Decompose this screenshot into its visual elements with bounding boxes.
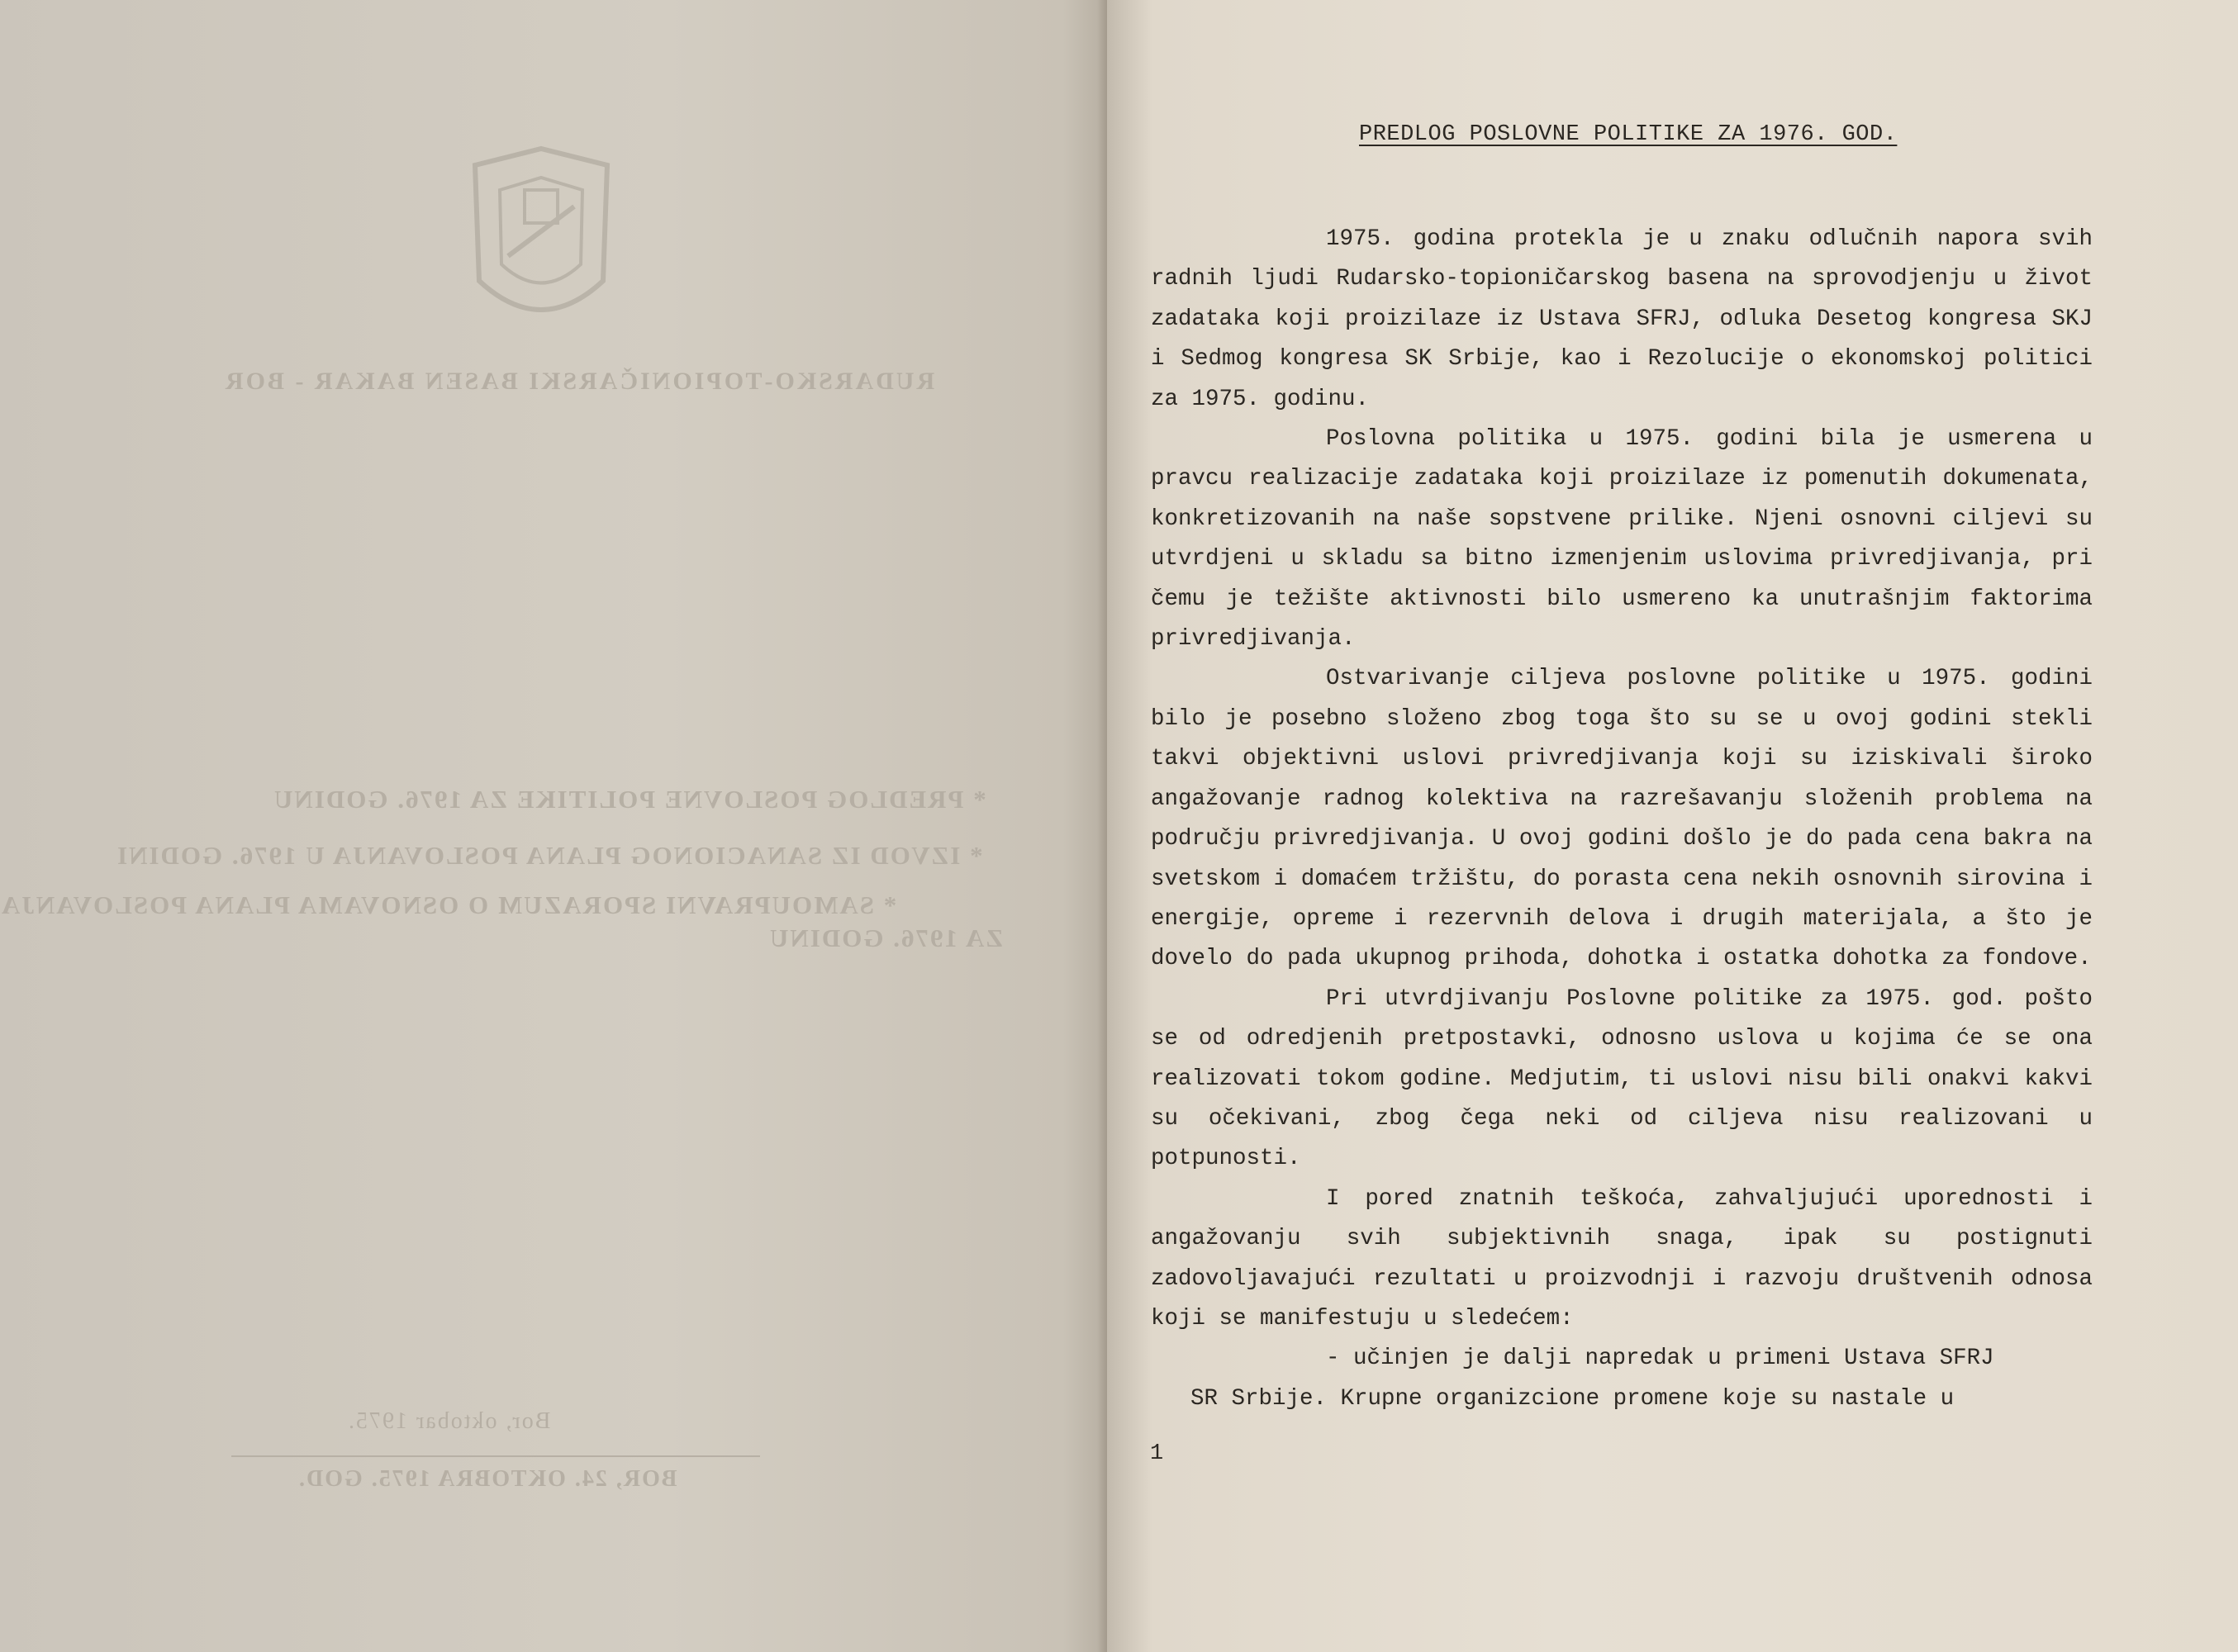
paragraph: Poslovna politika u 1975. godini bila je usmerena u pravcu realizacije zadataka koji proizilaze iz pomenutih dokumenata, konkretizovanih na naše sopstvene prilike. Njeni osnovni ciljevi su utvrdjeni u skladu sa bitno izmenjenim uslovima privredjivanja, pri čemu je težište aktivnosti bilo usmereno ka unutrašnjim faktorima privredjivanja.: [1151, 426, 2093, 653]
organization-name-bleed: RUDARSKO-TOPIONIČARSKI BASEN BAKAR - BOR: [223, 368, 935, 395]
agenda-item-bleed: * PREDLOG POSLOVNE POLITIKE ZA 1976. GODINU: [273, 785, 986, 814]
agenda-item-bleed: * SAMOUPRAVNI SPORAZUM O OSNOVAMA PLANA POSLOVANJA: [0, 890, 897, 919]
document-title: PREDLOG POSLOVNE POLITIKE ZA 1976. GOD.: [1359, 122, 1898, 147]
divider-rule-bleed: [231, 1455, 760, 1457]
paragraph: 1975. godina protekla je u znaku odlučnih napora svih radnih ljudi Rudarsko-topioničarskog basena na sprovodjenju u život zadataka koji proizilaze iz Ustava SFRJ, odluka Desetog kongresa SKJ i Sedmog kongresa SK Srbije, kao i Rezolucije o ekonomskoj politici za 1975. godinu.: [1151, 226, 2093, 412]
paragraph-continuation: SR Srbije. Krupne organizcione promene koje su nastale u: [1190, 1385, 1955, 1412]
paragraph: I pored znatnih teškoća, zahvaljujući uporednosti i angažovanju svih subjektivnih snaga, ipak su postignuti zadovoljavajući rezultati u proizvodnji i razvoju društvenih odnosa koji se manifestuju u sledećem:: [1151, 1185, 2093, 1332]
agenda-item-bleed: ZA 1976. GODINU: [768, 923, 1004, 952]
paragraph: Ostvarivanje ciljeva poslovne politike u 1975. godini bilo je posebno složeno zbog toga što su se u ovoj godini stekli takvi objektivni uslovi privredjivanja koji su iziskivali široko angažovanje radnog kolektiva na razrešavanju složenih problema na području privredjivanja. U ovoj godini došlo je do pada cena bakra na svetskom i domaćem tržištu, do porasta cena nekih osnovnih sirovina i energije, opreme i rezervnih delova i drugih materijala, a što je dovelo do pada ukupnog prihoda, dohotka i ostatka dohotka za fondove.: [1151, 666, 2093, 972]
left-page: [0, 0, 1107, 1652]
agenda-item-bleed: * IZVOD IZ SANACIONOG PLANA POSLOVANJA U 1976. GODINI: [116, 841, 983, 870]
list-item: - učinjen je dalji napredak u primeni Ustava SFRJ: [1326, 1346, 1994, 1372]
place-line-bleed: Bor, oktobar 1975.: [347, 1408, 551, 1434]
page-number: 1: [1150, 1441, 1164, 1466]
date-line-bleed: BOR, 24. OKTOBRA 1975. GOD.: [297, 1466, 677, 1492]
emblem-bleed-through: [459, 140, 624, 347]
document-body: [1151, 220, 2093, 1419]
paragraph: Pri utvrdjivanju Poslovne politike za 1975. god. pošto se od odredjenih pretpostavki, odnosno uslova u kojima će se ona realizovati tokom godine. Medjutim, ti uslovi nisu bili onakvi kakvi su očekivani, zbog čega neki od ciljeva nisu realizovani u potpunosti.: [1151, 985, 2093, 1172]
